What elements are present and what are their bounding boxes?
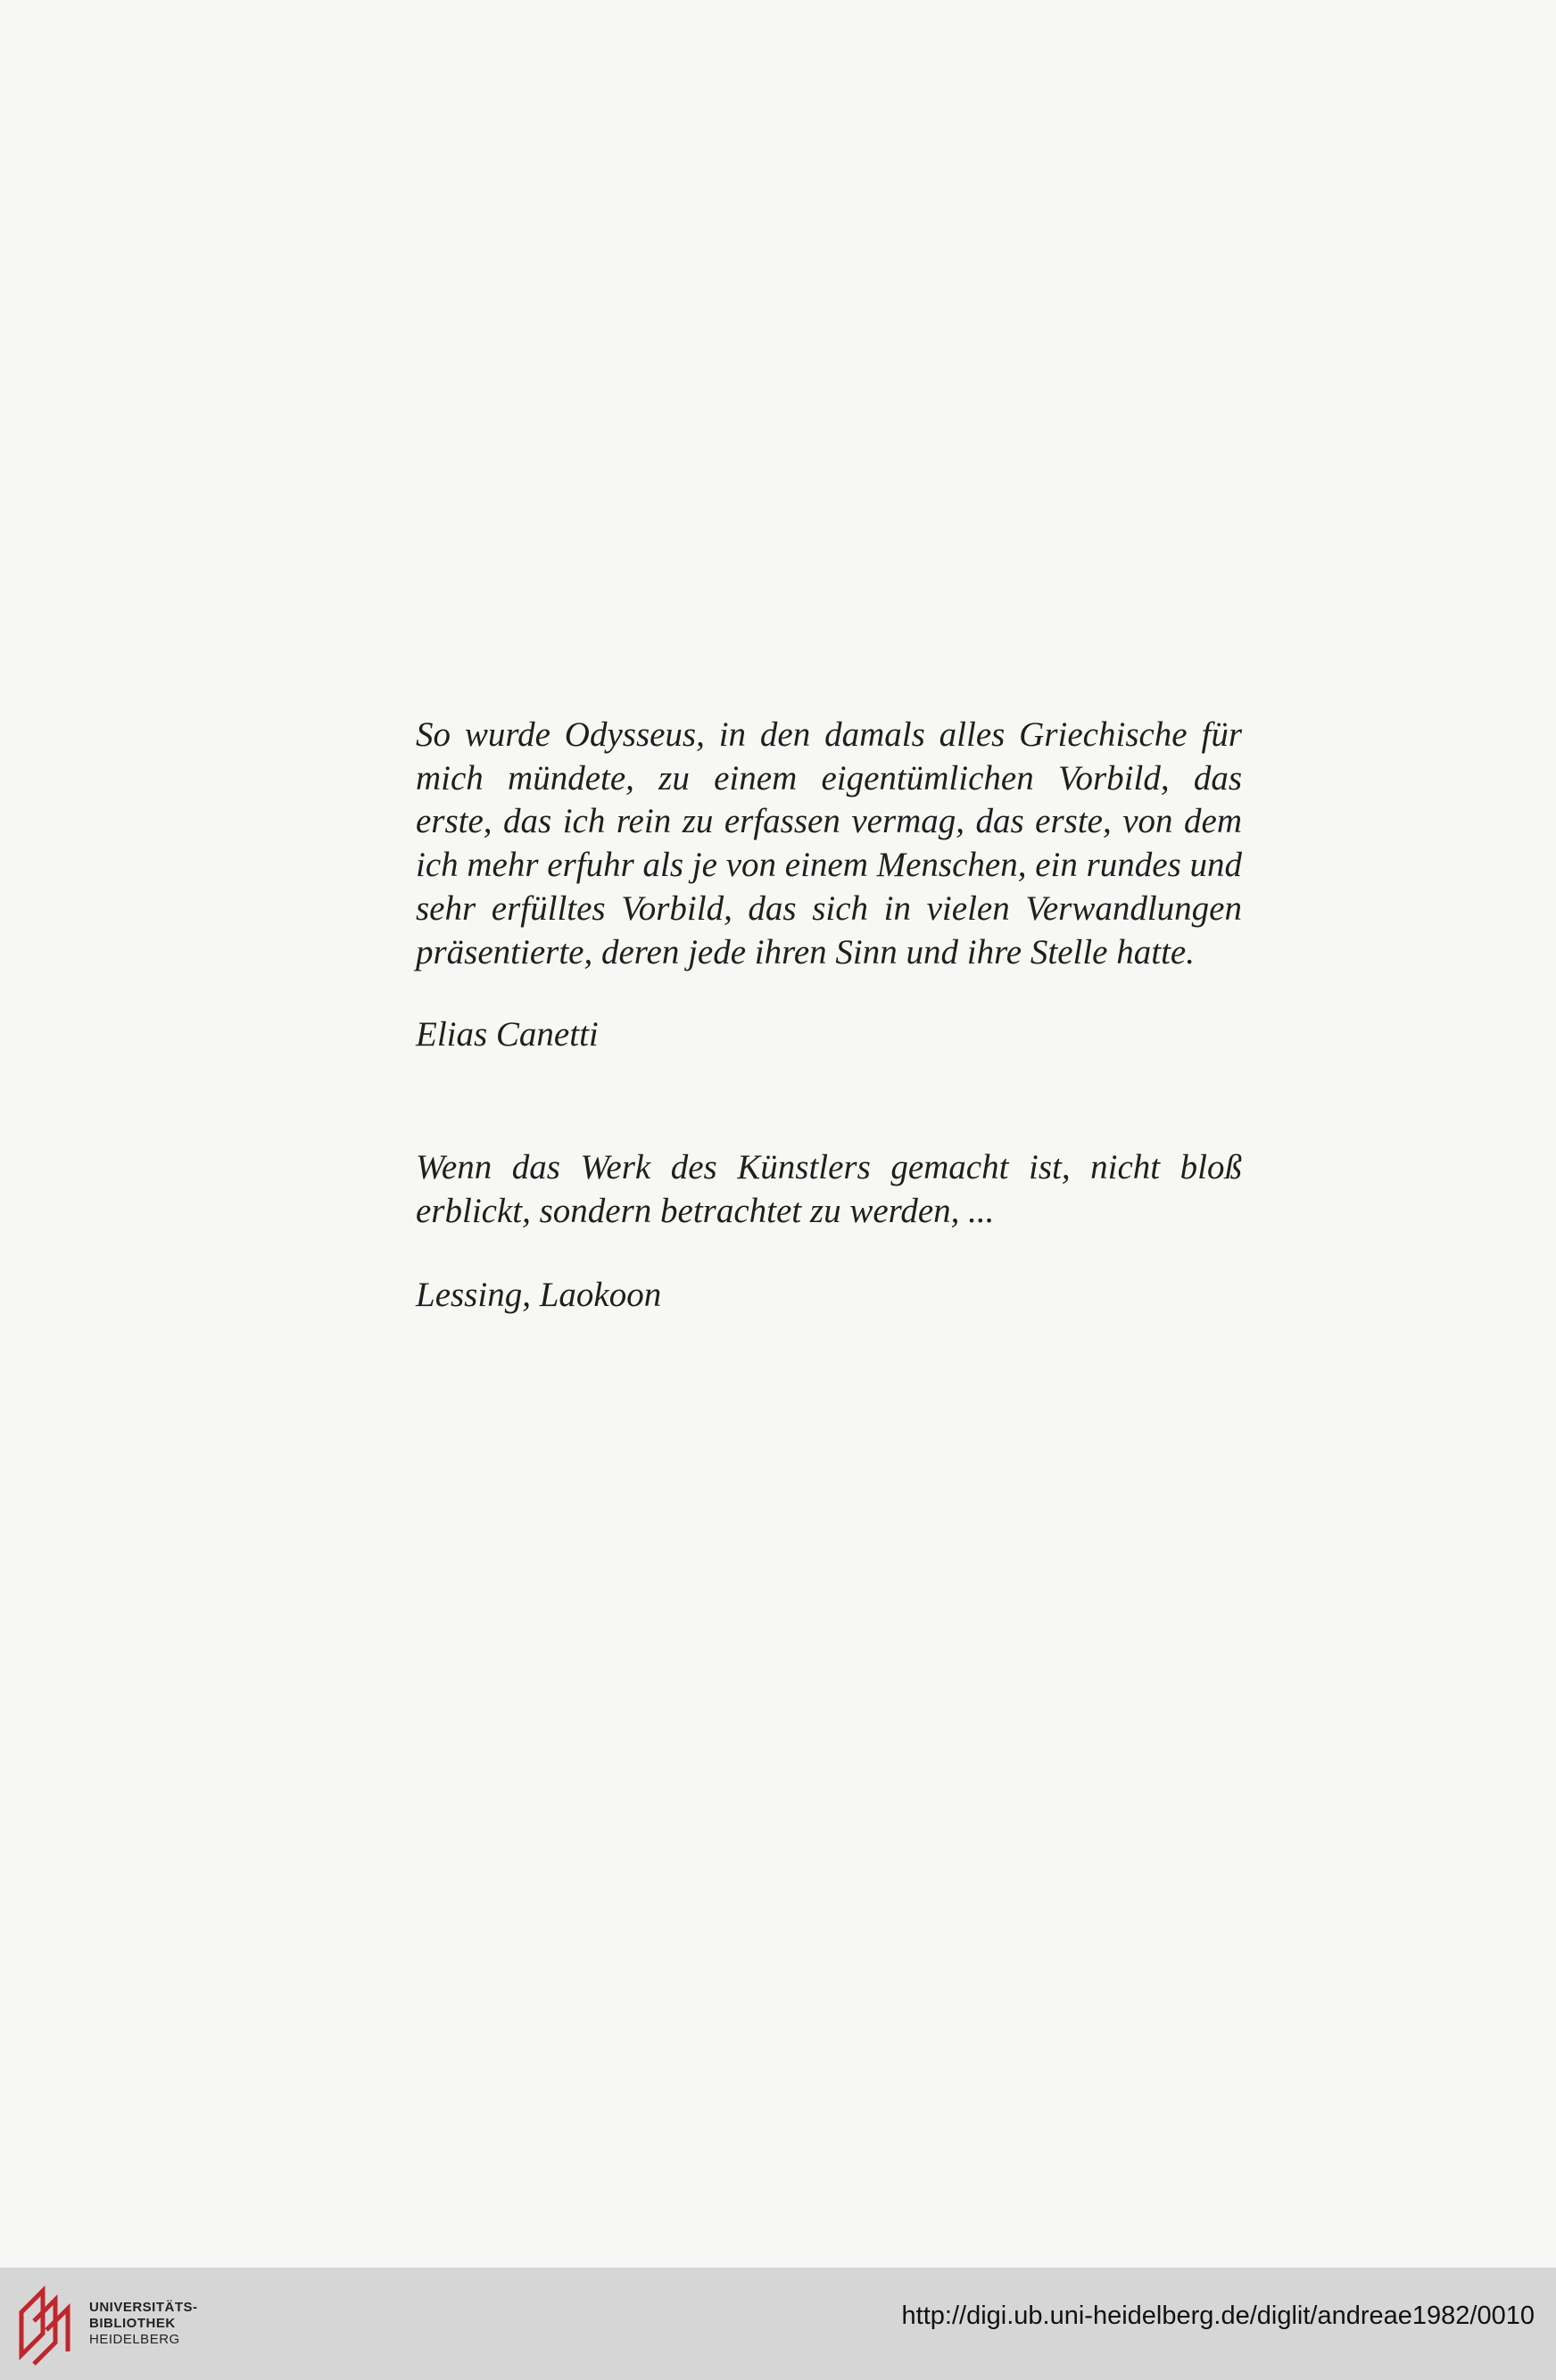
lessing-attribution: Lessing, Laokoon [416,1276,662,1314]
quote-line: Wenn das Werk des Künstlers gemacht ist, nicht bloß [416,1148,1242,1186]
quote-line: mich mündete, zu einem eigentümlichen Vorbild, das [416,758,1242,797]
canetti-attribution: Elias Canetti [416,1015,599,1054]
canetti-quote [416,714,1242,974]
library-name-line: BIBLIOTHEK [89,2316,176,2331]
library-footer-bar [0,2268,1556,2380]
library-name [89,2300,198,2348]
quote-line: sehr erfülltes Vorbild, das sich in vielen Verwandlungen [416,888,1242,928]
source-url-link[interactable]: http://digi.ub.uni-heidelberg.de/diglit/andreae1982/0010 [901,2301,1535,2330]
quote-line: erste, das ich rein zu erfassen vermag, das erste, von dem [416,802,1242,841]
quote-line: präsentierte, deren jede ihren Sinn und ihre Stelle hatte. [416,932,1195,971]
lessing-quote [416,1146,1242,1233]
library-logo-icon [16,2280,80,2366]
quote-line: So wurde Odysseus, in den damals alles Griechische für [416,715,1242,754]
quote-line: erblickt, sondern betrachtet zu werden, ... [416,1191,995,1230]
quote-line: ich mehr erfuhr als je von einem Menschen, ein rundes und [416,846,1243,885]
library-name-line: UNIVERSITÄTS- [89,2300,198,2315]
library-name-line: HEIDELBERG [89,2332,180,2347]
